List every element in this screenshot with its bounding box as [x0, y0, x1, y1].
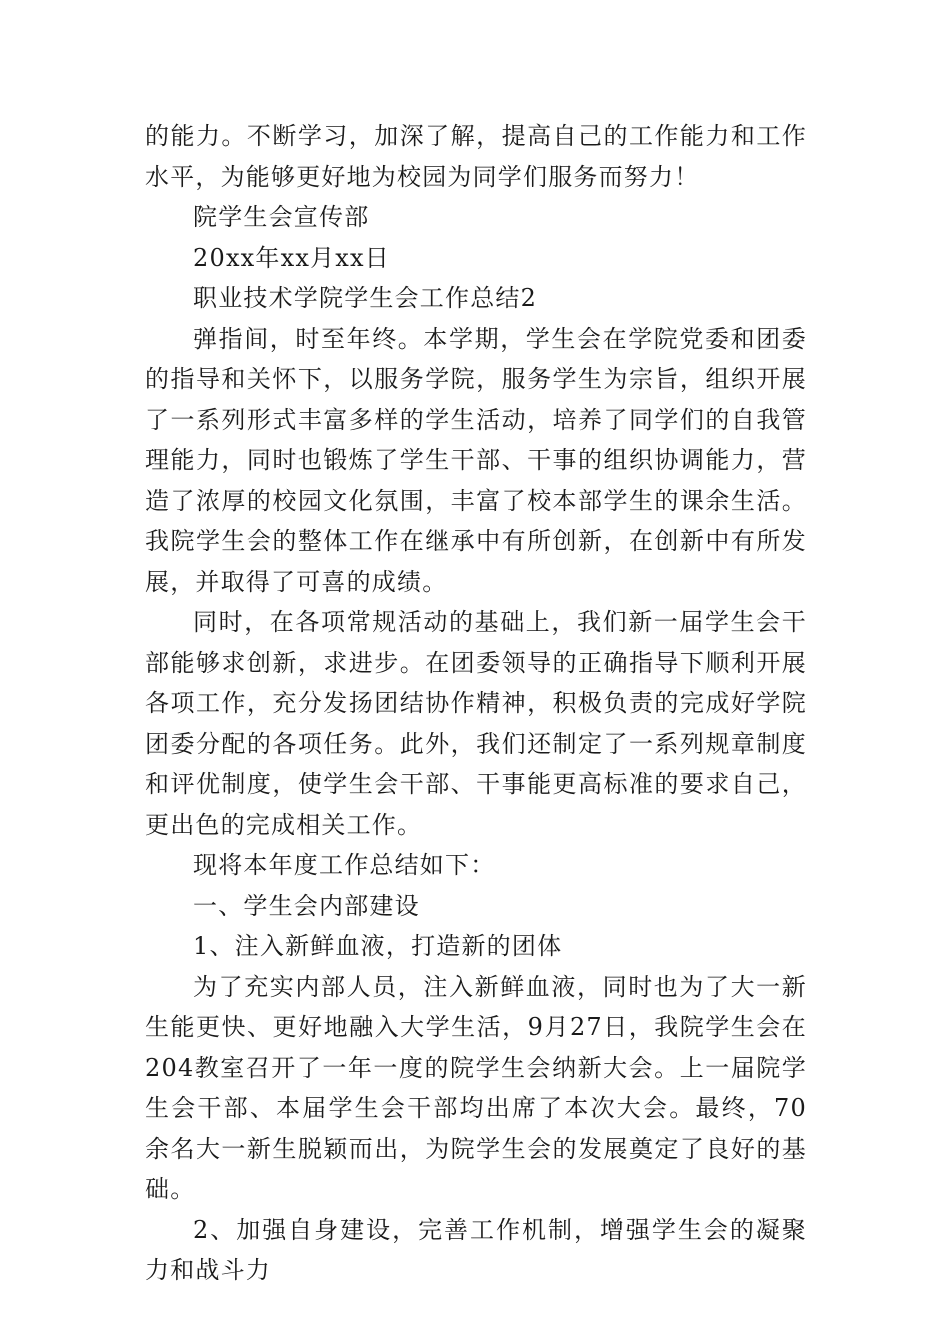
paragraph-progress: 同时，在各项常规活动的基础上，我们新一届学生会干部能够求创新，求进步。在团委领导的正确指导下顺利开展各项工作，充分发扬团结协作精神，积极负责的完成好学院团委分配的各项任务。此外，我们还制定了一系列规章制度和评优制度，使学生会干部、干事能更高标准的要求自己，更出色的完成相关工作。	[145, 608, 807, 839]
document-body	[145, 116, 807, 1291]
heading-internal-building: 一、学生会内部建设	[193, 891, 420, 920]
paragraph-continuation: 的能力。不断学习，加深了解，提高自己的工作能力和工作水平，为能够更好地为校园为同学们服务而努力！	[145, 122, 807, 191]
paragraph-summary-lead: 现将本年度工作总结如下：	[193, 851, 496, 879]
subheading-self-building: 2、加强自身建设，完善工作机制，增强学生会的凝聚力和战斗力	[145, 1215, 807, 1284]
signature-department: 院学生会宣传部	[193, 203, 370, 231]
paragraph-intro: 弹指间，时至年终。本学期，学生会在学院党委和团委的指导和关怀下，以服务学院，服务学生为宗旨，组织开展了一系列形式丰富多样的学生活动，培养了同学们的自我管理能力，同时也锻炼了学生干部、干事的组织协调能力，营造了浓厚的校园文化氛围，丰富了校本部学生的课余生活。我院学生会的整体工作在继承中有所创新，在创新中有所发展，并取得了可喜的成绩。	[145, 324, 807, 596]
section-title: 职业技术学院学生会工作总结2	[193, 284, 538, 312]
subheading-new-members: 1、注入新鲜血液，打造新的团体	[193, 932, 563, 960]
paragraph-recruitment: 为了充实内部人员，注入新鲜血液，同时也为了大一新生能更快、更好地融入大学生活，9月27日，我院学生会在204教室召开了一年一度的院学生会纳新大会。上一届院学生会干部、本届学生会干部均出席了本次大会。最终，70余名大一新生脱颖而出，为院学生会的发展奠定了良好的基础。	[145, 972, 807, 1203]
signature-date: 20xx年xx月xx日	[193, 243, 390, 272]
